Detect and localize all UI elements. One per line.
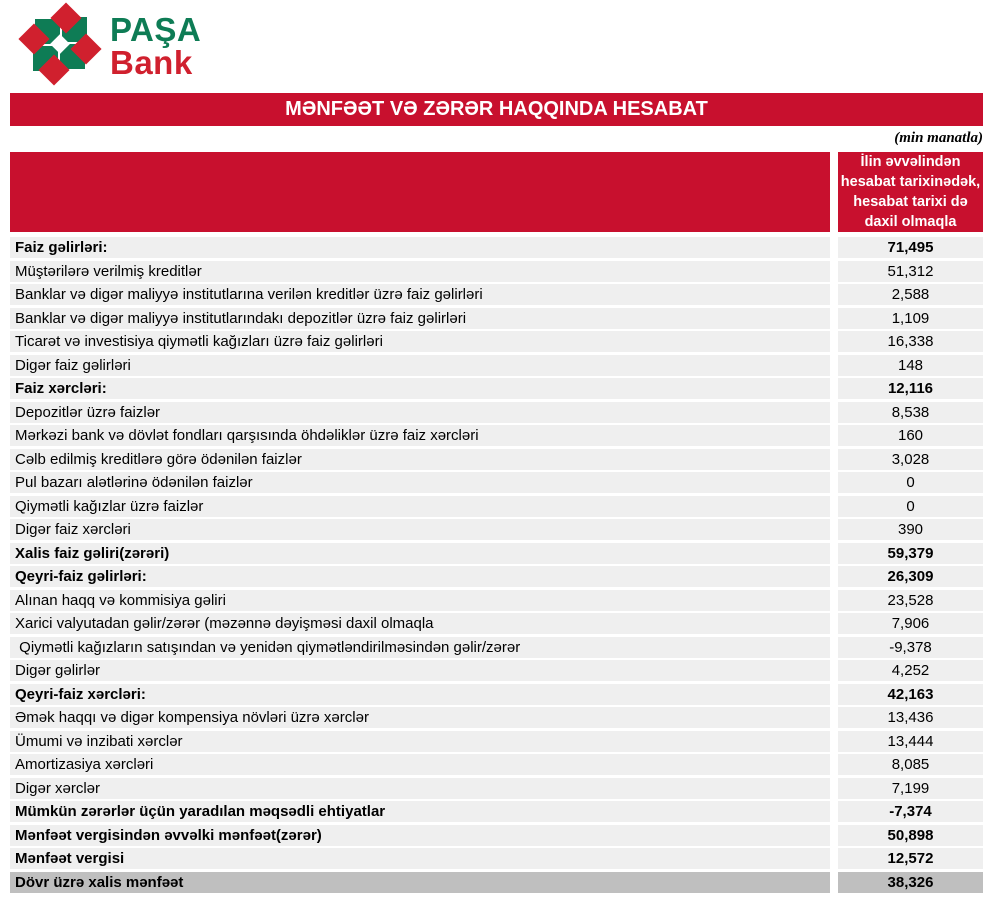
brand-name	[110, 9, 201, 79]
row-label: Banklar və digər maliyyə institutlarındakı depozitlər üzrə faiz gəlirləri	[10, 308, 830, 329]
table-row	[10, 331, 983, 352]
row-label: Qeyri-faiz gəlirləri:	[10, 566, 830, 587]
brand-name-top: PAŞA	[110, 11, 202, 48]
table-row	[10, 308, 983, 329]
table-row	[10, 425, 983, 446]
row-value: 51,312	[838, 261, 983, 282]
row-value: 4,252	[838, 660, 983, 681]
row-label: Mümkün zərərlər üçün yaradılan məqsədli ehtiyatlar	[10, 801, 830, 822]
table-body	[10, 237, 983, 893]
row-value: 0	[838, 472, 983, 493]
row-label: Digər faiz gəlirləri	[10, 355, 830, 376]
table-row	[10, 590, 983, 611]
table-row	[10, 637, 983, 658]
table-row	[10, 707, 983, 728]
row-value: 148	[838, 355, 983, 376]
row-value: 1,109	[838, 308, 983, 329]
report-title: MƏNFƏƏT VƏ ZƏRƏR HAQQINDA HESABAT	[285, 98, 708, 120]
row-value: 23,528	[838, 590, 983, 611]
row-label: Qiymətli kağızlar üzrə faizlər	[10, 496, 830, 517]
row-label: Alınan haqq və kommisiya gəliri	[10, 590, 830, 611]
brand-name-bottom: Bank	[110, 44, 193, 81]
row-label: Banklar və digər maliyyə institutlarına verilən kreditlər üzrə faiz gəlirləri	[10, 284, 830, 305]
table-row	[10, 284, 983, 305]
table-row	[10, 355, 983, 376]
table-row	[10, 519, 983, 540]
row-label: Faiz xərcləri:	[10, 378, 830, 399]
report-title-banner	[10, 93, 983, 126]
row-value: 12,572	[838, 848, 983, 869]
table-row	[10, 778, 983, 799]
row-value: 2,588	[838, 284, 983, 305]
row-value: 12,116	[838, 378, 983, 399]
row-value: 16,338	[838, 331, 983, 352]
table-row	[10, 848, 983, 869]
row-label: Mənfəət vergisi	[10, 848, 830, 869]
row-value: 59,379	[838, 543, 983, 564]
table-row	[10, 731, 983, 752]
table-header-value-cell: İlin əvvəlindən hesabat tarixinədək, hesabat tarixi də daxil olmaqla	[838, 152, 983, 232]
row-label: Xalis faiz gəliri(zərəri)	[10, 543, 830, 564]
table-row	[10, 402, 983, 423]
row-value: 8,538	[838, 402, 983, 423]
table-row	[10, 237, 983, 258]
row-value: -7,374	[838, 801, 983, 822]
table-header-row	[10, 152, 983, 232]
row-label: Qiymətli kağızların satışından və yenidən qiymətləndirilməsindən gəlir/zərər	[10, 637, 830, 658]
row-label: Dövr üzrə xalis mənfəət	[10, 872, 830, 893]
table-row	[10, 613, 983, 634]
row-value: 3,028	[838, 449, 983, 470]
row-label: Əmək haqqı və digər kompensiya növləri üzrə xərclər	[10, 707, 830, 728]
row-value: 0	[838, 496, 983, 517]
brand-header	[22, 6, 201, 82]
row-value: 7,199	[838, 778, 983, 799]
row-label: Mənfəət vergisindən əvvəlki mənfəət(zərər)	[10, 825, 830, 846]
table-row	[10, 449, 983, 470]
table-row	[10, 543, 983, 564]
row-label: Digər faiz xərcləri	[10, 519, 830, 540]
row-label: Digər xərclər	[10, 778, 830, 799]
table-row	[10, 801, 983, 822]
table-row	[10, 872, 983, 893]
row-label: Müştərilərə verilmiş kreditlər	[10, 261, 830, 282]
row-value: 13,436	[838, 707, 983, 728]
row-value: 390	[838, 519, 983, 540]
row-value: 160	[838, 425, 983, 446]
table-row	[10, 754, 983, 775]
row-label: Ticarət və investisiya qiymətli kağızları üzrə faiz gəlirləri	[10, 331, 830, 352]
row-label: Amortizasiya xərcləri	[10, 754, 830, 775]
row-value: 7,906	[838, 613, 983, 634]
table-header-label-cell	[10, 152, 830, 232]
table-row	[10, 660, 983, 681]
row-label: Depozitlər üzrə faizlər	[10, 402, 830, 423]
row-value: 8,085	[838, 754, 983, 775]
table-row	[10, 261, 983, 282]
row-value: 50,898	[838, 825, 983, 846]
row-label: Cəlb edilmiş kreditlərə görə ödənilən faizlər	[10, 449, 830, 470]
row-label: Digər gəlirlər	[10, 660, 830, 681]
table-row	[10, 825, 983, 846]
row-label: Qeyri-faiz xərcləri:	[10, 684, 830, 705]
row-value: 71,495	[838, 237, 983, 258]
table-row	[10, 378, 983, 399]
unit-note: (min manatla)	[894, 130, 983, 146]
table-row	[10, 496, 983, 517]
pasha-bank-logo-icon	[22, 6, 98, 82]
row-value: 26,309	[838, 566, 983, 587]
row-value: 38,326	[838, 872, 983, 893]
row-label: Xarici valyutadan gəlir/zərər (məzənnə dəyişməsi daxil olmaqla	[10, 613, 830, 634]
row-label: Faiz gəlirləri:	[10, 237, 830, 258]
row-label: Ümumi və inzibati xərclər	[10, 731, 830, 752]
row-label: Pul bazarı alətlərinə ödənilən faizlər	[10, 472, 830, 493]
table-row	[10, 566, 983, 587]
table-row	[10, 472, 983, 493]
row-value: -9,378	[838, 637, 983, 658]
table-row	[10, 684, 983, 705]
row-label: Mərkəzi bank və dövlət fondları qarşısında öhdəliklər üzrə faiz xərcləri	[10, 425, 830, 446]
row-value: 13,444	[838, 731, 983, 752]
row-value: 42,163	[838, 684, 983, 705]
